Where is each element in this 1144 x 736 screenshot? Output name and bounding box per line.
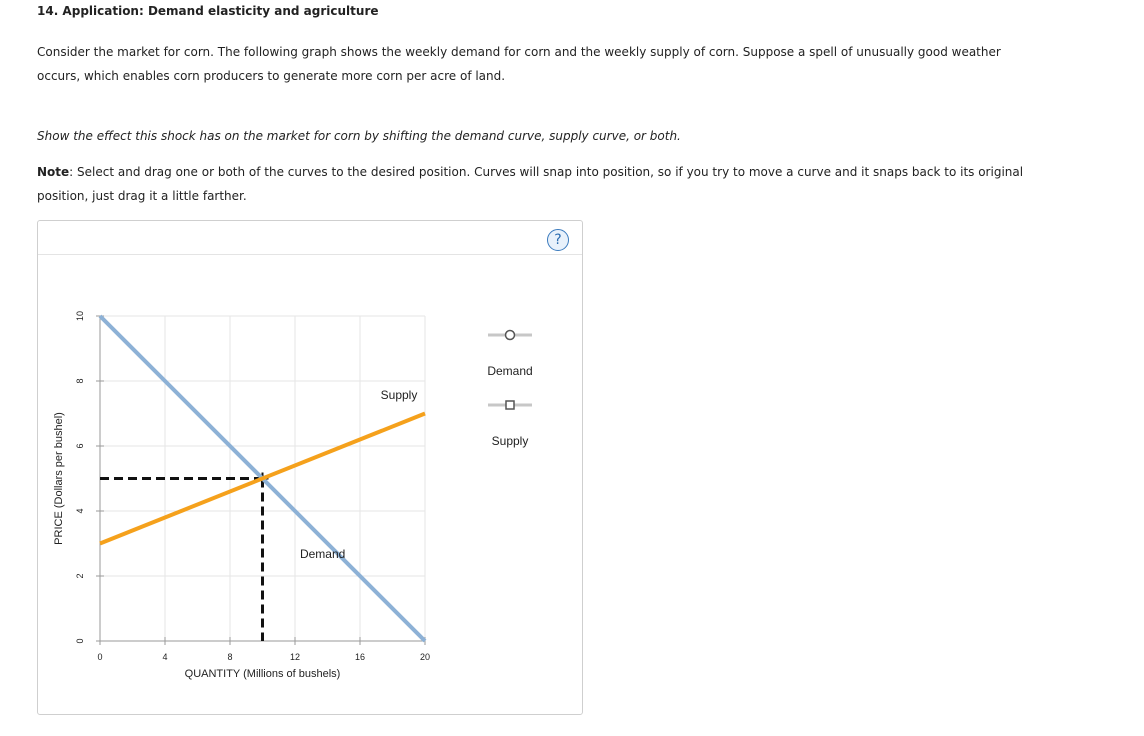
chart	[38, 221, 582, 714]
note-text: : Select and drag one or both of the curves to the desired position. Curves will snap into position, so if you try to move a curve and it snaps back to its original position, just drag it a little farther.	[37, 165, 1024, 203]
y-axis-title: PRICE (Dollars per bushel)	[52, 412, 65, 545]
graph-panel	[37, 220, 583, 715]
question-intro: Consider the market for corn. The following graph shows the weekly demand for corn and the weekly supply of corn. Suppose a spell of unusually good weather occurs, which enables corn producers to generate more corn per acre of land.	[37, 45, 1001, 83]
legend-supply-label: Supply	[491, 434, 529, 448]
question-title: 14. Application: Demand elasticity and agriculture	[37, 4, 379, 18]
x-tick-label: 16	[354, 652, 366, 662]
note-label: Note	[37, 165, 70, 179]
help-button[interactable]: ?	[547, 229, 569, 251]
legend-demand-label: Demand	[487, 364, 533, 378]
question-note	[37, 160, 1037, 208]
x-tick-label: 8	[227, 652, 233, 662]
x-tick-label: 4	[162, 652, 168, 662]
legend-supply-square-icon[interactable]	[506, 401, 514, 409]
question-instruction: Show the effect this shock has on the market for corn by shifting the demand curve, supply curve, or both.	[37, 129, 681, 143]
y-tick-label: 6	[75, 443, 86, 449]
x-axis-title: QUANTITY (Millions of bushels)	[184, 668, 341, 680]
supply-curve-label: Supply	[380, 387, 418, 402]
x-tick-label: 12	[289, 652, 301, 662]
y-tick-label: 10	[75, 310, 86, 322]
legend-demand-circle-icon[interactable]	[506, 331, 515, 340]
demand-curve-label: Demand	[299, 547, 346, 562]
y-tick-label: 0	[75, 638, 86, 644]
y-tick-label: 4	[75, 508, 86, 514]
x-tick-label: 20	[419, 652, 431, 662]
y-tick-label: 8	[75, 378, 86, 384]
axis-layer	[53, 311, 430, 680]
x-tick-label: 0	[97, 652, 103, 662]
y-tick-label: 2	[75, 573, 86, 579]
legend-layer	[487, 331, 532, 449]
equilibrium-layer	[100, 473, 269, 642]
